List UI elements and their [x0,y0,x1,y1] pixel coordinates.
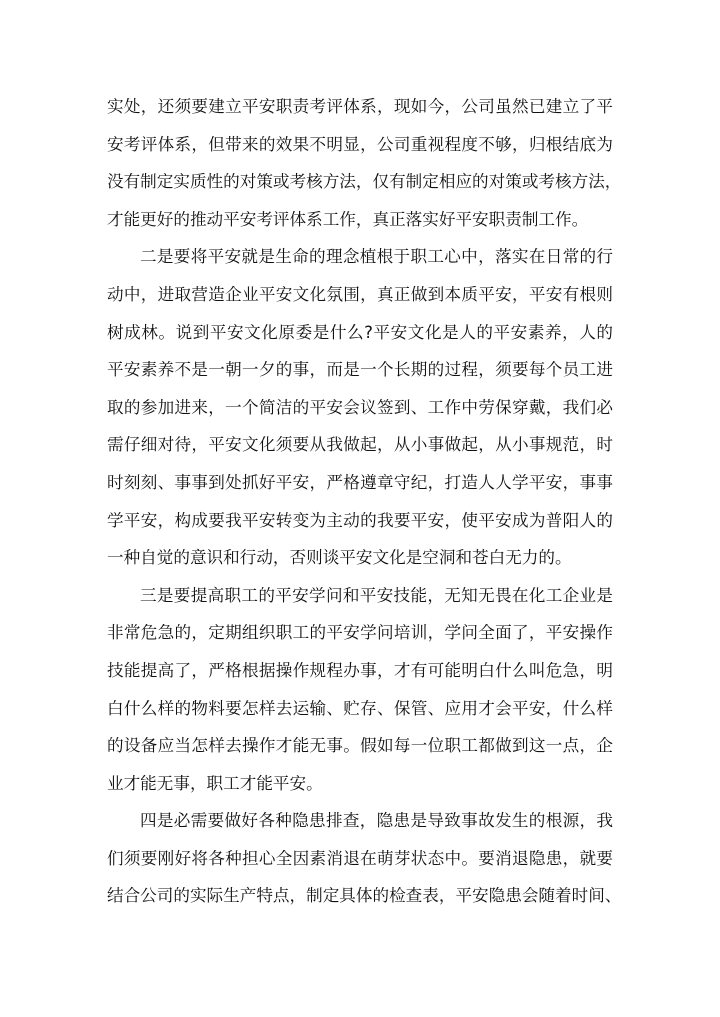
text-line: 的设备应当怎样去操作才能无事。假如每一位职工都做到这一点，企 [107,736,613,756]
text-line: 需仔细对待，平安文化须要从我做起，从小事做起，从小事规范，时 [107,435,613,455]
text-line: 时刻刻、事事到处抓好平安，严格遵章守纪，打造人人学平安，事事 [107,472,613,492]
document-body [107,88,622,915]
text-line: 技能提高了，严格根据操作规程办事，才有可能明白什么叫危急，明 [107,660,613,680]
text-line: 才能更好的推动平安考评体系工作，真正落实好平安职责制工作。 [107,209,589,229]
text-line: 白什么样的物料要怎样去运输、贮存、保管、应用才会平安，什么样 [107,698,613,718]
text-line: 取的参加进来，一个简洁的平安会议签到、工作中劳保穿戴，我们必 [107,397,613,417]
text-line: 结合公司的实际生产特点，制定具体的检查表，平安隐患会随着时间、 [107,886,622,906]
text-line: 没有制定实质性的对策或考核方法，仅有制定相应的对策或考核方法， [107,172,622,192]
paragraph-start-line: 三是要提高职工的平安学问和平安技能，无知无畏在化工企业是 [140,585,613,605]
text-line: 动中，进取营造企业平安文化氛围，真正做到本质平安，平安有根则 [107,284,613,304]
text-line: 安考评体系，但带来的效果不明显，公司重视程度不够，归根结底为 [107,134,613,154]
text-line: 非常危急的，定期组织职工的平安学问培训，学问全面了，平安操作 [107,623,613,643]
paragraph-start-line: 二是要将平安就是生命的理念植根于职工心中，落实在日常的行 [140,247,613,267]
paragraph-start-line: 四是必需要做好各种隐患排查，隐患是导致事故发生的根源，我 [140,811,613,831]
text-line: 平安素养不是一朝一夕的事，而是一个长期的过程，须要每个员工进 [107,360,613,380]
text-line: 业才能无事，职工才能平安。 [107,773,323,793]
text-line: 实处，还须要建立平安职责考评体系，现如今，公司虽然已建立了平 [107,97,613,116]
text-line: 们须要刚好将各种担心全因素消退在萌芽状态中。要消退隐患，就要 [107,848,613,868]
text-line: 一种自觉的意识和行动，否则谈平安文化是空洞和苍白无力的。 [107,548,572,568]
text-line: 学平安，构成要我平安转变为主动的我要平安，使平安成为普阳人的 [107,510,613,530]
text-line: 树成林。说到平安文化原委是什么?平安文化是人的平安素养，人的 [107,322,613,342]
